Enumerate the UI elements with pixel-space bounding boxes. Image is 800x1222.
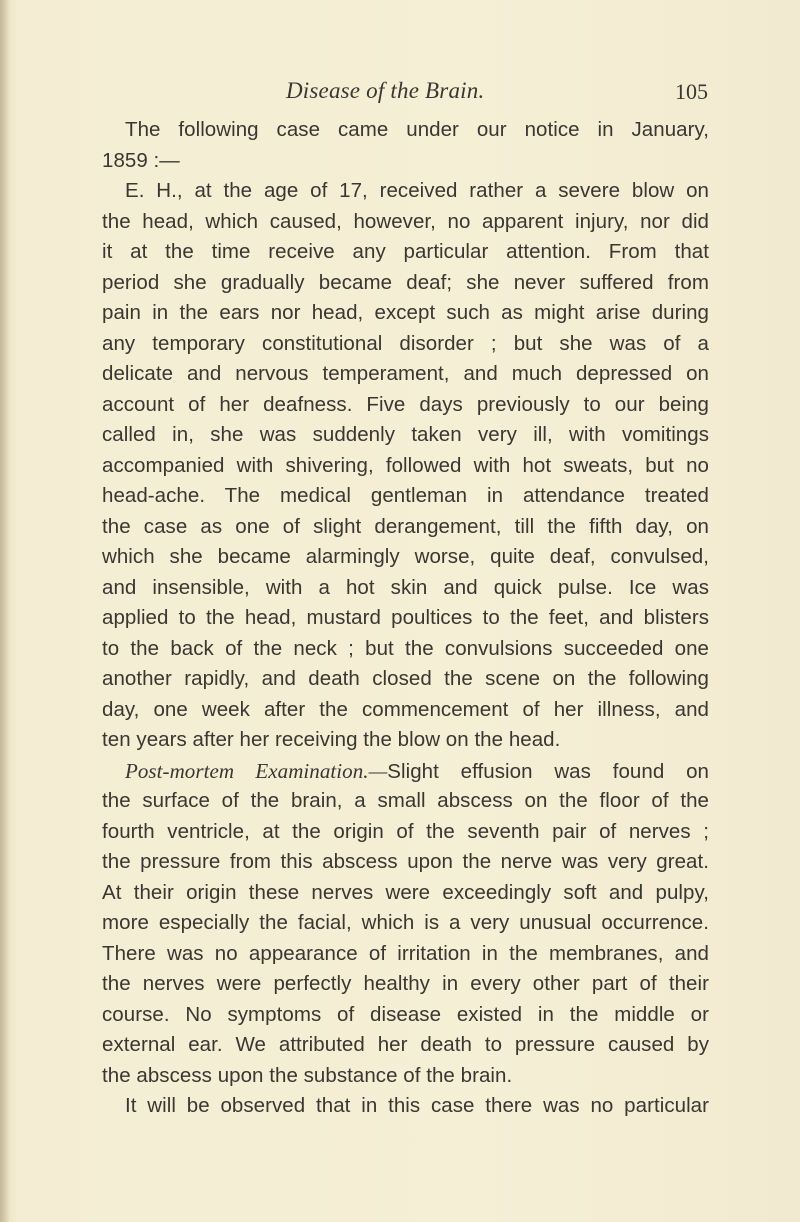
running-head (102, 78, 708, 108)
text-line: It will be observed that in this case there was no particular (125, 1094, 709, 1117)
text-line: the case as one of slight derangement, till the fifth day, on (102, 514, 709, 538)
text-line: called in, she was suddenly taken very ill, with vomitings (102, 423, 709, 446)
page-number: 105 (675, 79, 708, 104)
text-line: course. No symptoms of disease existed in the middle or (102, 1002, 709, 1026)
text-line: the pressure from this abscess upon the nerve was very great. (102, 850, 709, 873)
post-mortem-heading: Post-mortem Examination.— (125, 758, 388, 783)
text-line: 1859 :— (102, 148, 180, 172)
text-line: external ear. We attributed her death to pressure caused by (102, 1033, 709, 1056)
page-gutter-shadow (0, 0, 10, 1222)
text-line: ten years after her receiving the blow on the head. (102, 728, 561, 751)
text-line: account of her deafness. Five days previously to our being (102, 392, 709, 416)
text-line: There was no appearance of irritation in the membranes, and (102, 941, 709, 965)
text-line-remainder: Slight effusion was found on (387, 759, 709, 783)
text-line: day, one week after the commencement of her illness, and (102, 697, 709, 721)
text-line: accompanied with shivering, followed with hot sweats, but no (102, 453, 709, 477)
text-line: the nerves were perfectly healthy in every other part of their (102, 972, 709, 995)
text-line: another rapidly, and death closed the scene on the following (102, 667, 709, 690)
text-line: applied to the head, mustard poultices to the feet, and blisters (102, 606, 709, 629)
text-line: E. H., at the age of 17, received rather a severe blow on (125, 179, 709, 202)
text-line: The following case came under our notice in January, (125, 118, 709, 141)
text-line: the abscess upon the substance of the brain. (102, 1063, 513, 1087)
text-line: and insensible, with a hot skin and quick pulse. Ice was (102, 575, 709, 599)
text-line: the head, which caused, however, no apparent injury, nor did (102, 209, 709, 233)
text-line: head-ache. The medical gentleman in attendance treated (102, 484, 709, 507)
running-title: Disease of the Brain. (286, 78, 485, 103)
text-line: any temporary constitutional disorder ; but she was of a (102, 331, 709, 355)
text-line: which she became alarmingly worse, quite deaf, convulsed, (102, 545, 709, 568)
text-line: fourth ventricle, at the origin of the seventh pair of nerves ; (102, 819, 709, 843)
text-line: to the back of the neck ; but the convulsions succeeded one (102, 636, 709, 660)
body-text (102, 115, 709, 1122)
text-line: the surface of the brain, a small abscess on the floor of the (102, 789, 709, 812)
text-line: pain in the ears nor head, except such as might arise during (102, 301, 709, 324)
text-line: At their origin these nerves were exceedingly soft and pulpy, (102, 880, 709, 904)
text-line: period she gradually became deaf; she never suffered from (102, 270, 709, 294)
text-line: more especially the facial, which is a very unusual occurrence. (102, 911, 709, 934)
text-line: delicate and nervous temperament, and much depressed on (102, 362, 709, 385)
text-line: it at the time receive any particular attention. From that (102, 240, 709, 263)
text-line-with-heading (102, 756, 709, 787)
